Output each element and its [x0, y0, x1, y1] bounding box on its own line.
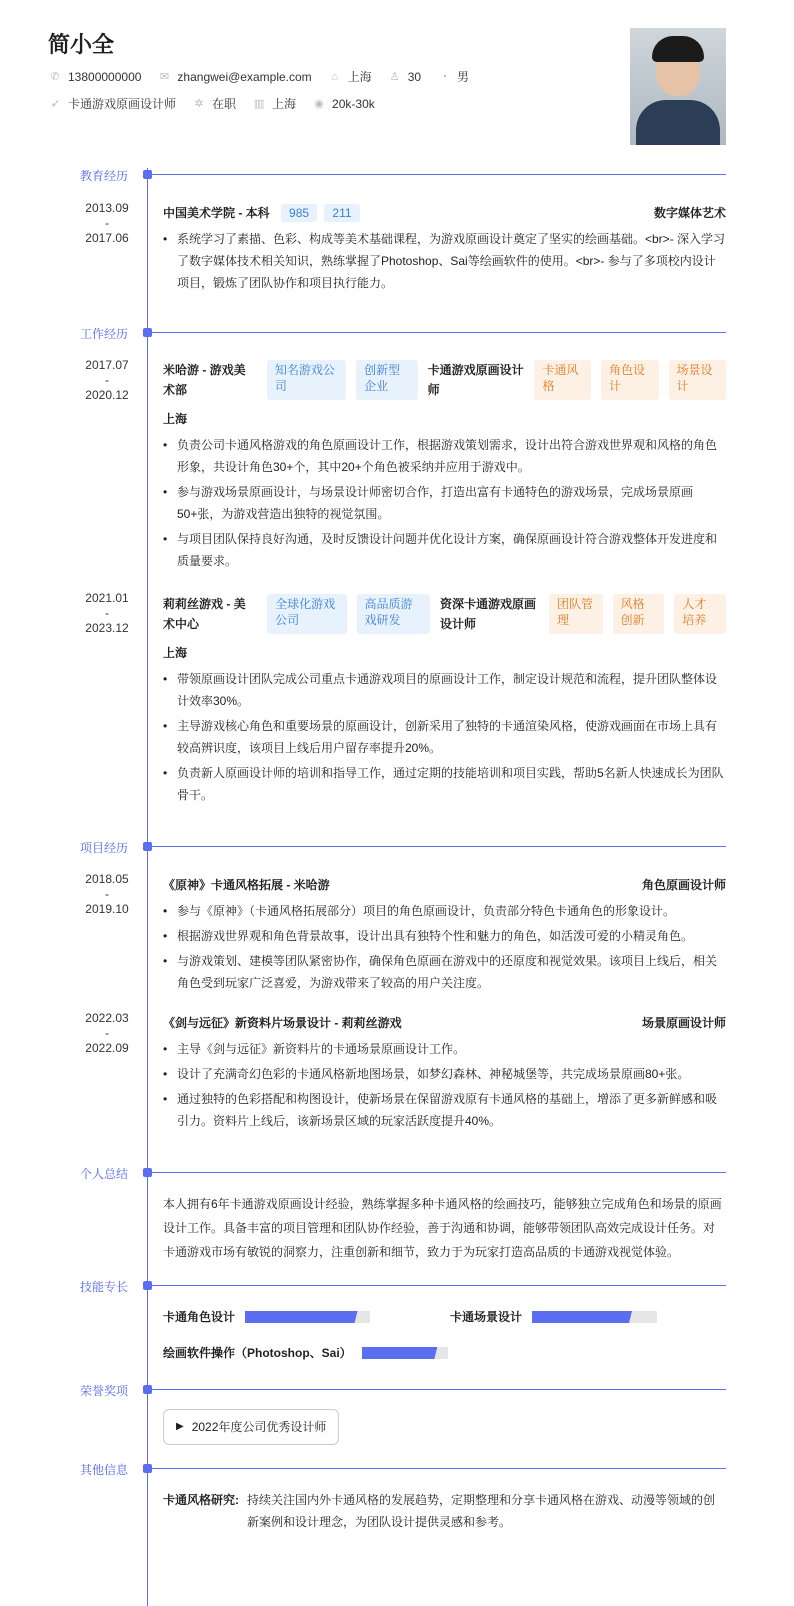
- project-date: 2022.03 - 2022.09: [72, 1011, 142, 1056]
- award-item: [163, 1409, 339, 1445]
- section-title: 荣誉奖项: [80, 1384, 129, 1398]
- section-title: 工作经历: [80, 327, 129, 341]
- text: -: [105, 216, 109, 230]
- tag: 全球化游戏公司: [267, 594, 346, 634]
- tag: 卡通风格: [534, 360, 591, 400]
- skill-level-fill: [245, 1311, 358, 1323]
- salary-icon: ◉: [314, 98, 324, 110]
- project-name: 《原神》卡通风格拓展 - 米哈游: [163, 878, 330, 892]
- education-entry: [163, 202, 726, 297]
- bullet-item: • 根据游戏世界观和角色背景故事，设计出具有独特个性和魅力的角色，如活泼可爱的小精灵角色。: [163, 925, 726, 947]
- phone-icon: ✆: [50, 71, 60, 83]
- job-intent-row: [48, 95, 385, 112]
- status-icon: ✲: [194, 98, 204, 110]
- tag: 高品质游戏研发: [357, 594, 430, 634]
- tag: 场景设计: [669, 360, 727, 400]
- other-text: 持续关注国内外卡通风格的发展趋势，定期整理和分享卡通风格在游戏、动漫等领域的创新案例和设计理念，为团队设计提供灵感和参考。: [247, 1493, 716, 1529]
- text: 2017.07: [85, 358, 129, 372]
- skill-item: [450, 1306, 657, 1328]
- project-date: 2018.05 - 2019.10: [72, 872, 142, 917]
- text: 绘画软件操作（Photoshop、Sai）: [163, 1346, 352, 1360]
- skill-item: [163, 1306, 450, 1328]
- role: 资深卡通游戏原画设计师: [439, 597, 536, 631]
- tag: 团队管理: [549, 594, 603, 634]
- play-icon: ▶: [176, 1421, 184, 1432]
- edu-date: [72, 201, 142, 246]
- work-city: 上海: [163, 412, 188, 426]
- work-date: 2017.07 - 2020.12: [72, 358, 142, 403]
- work-entry: [163, 594, 726, 809]
- age: 30: [407, 69, 422, 84]
- tag: 创新型企业: [356, 360, 417, 400]
- bullet-item: • 负责公司卡通风格游戏的角色原画设计工作，根据游戏策划需求，设计出符合游戏世界观和风格的角色形象，共设计角色30+个，其中20+个角色被采纳并应用于游戏中。: [163, 434, 726, 478]
- send-icon: ➶: [50, 98, 60, 110]
- phone: 13800000000: [68, 69, 142, 84]
- tag: 知名游戏公司: [267, 360, 346, 400]
- tag: 211: [324, 204, 359, 222]
- text: 2017.06: [85, 231, 129, 245]
- other-info: [163, 1489, 726, 1533]
- text: 2018.05: [85, 872, 129, 886]
- text: 2023.12: [85, 621, 129, 635]
- awards-list: [163, 1409, 726, 1445]
- text: 2020.12: [85, 388, 129, 402]
- skill-level-bar: [362, 1347, 448, 1359]
- tag: 角色设计: [601, 360, 659, 400]
- work-city: 上海: [163, 646, 188, 660]
- skill-level-bar: [245, 1311, 370, 1323]
- section-title: 个人总结: [80, 1167, 129, 1181]
- bullet-item: • 与项目团队保持良好沟通，及时反馈设计问题并优化设计方案，确保原画设计符合游戏整体开发进度和质量要求。: [163, 528, 726, 572]
- bullet-item: • 设计了充满奇幻色彩的卡通风格新地图场景，如梦幻森林、神秘城堡等，共完成场景原画80+张。: [163, 1063, 726, 1085]
- job-title: 卡通游戏原画设计师: [68, 97, 177, 111]
- work-date: 2021.01 - 2023.12: [72, 591, 142, 636]
- building-icon: ▥: [253, 98, 265, 110]
- gender: 男: [457, 70, 470, 84]
- project-role: 场景原画设计师: [641, 1016, 726, 1030]
- candidate-name: 简小全: [48, 32, 115, 57]
- bullet-item: • 参与游戏场景原画设计，与场景设计师密切合作，打造出富有卡通特色的游戏场景，完成场景原画50+张，为游戏营造出独特的视觉氛围。: [163, 481, 726, 525]
- tag: 人才培养: [674, 594, 726, 634]
- bullet-item: • 主导游戏核心角色和重要场景的原画设计，创新采用了独特的卡通渲染风格，使游戏画面在市场上具有较高辨识度，该项目上线后用户留存率提升20%。: [163, 715, 726, 759]
- bullet-item: • 负责新人原画设计师的培训和指导工作，通过定期的技能培训和项目实践，帮助5名新人快速成长为团队骨干。: [163, 762, 726, 806]
- project-role: 角色原画设计师: [641, 878, 726, 892]
- job-status: 在职: [212, 97, 237, 111]
- mail-icon: ✉: [159, 71, 170, 83]
- bullet-item: • 参与《原神》（卡通风格拓展部分）项目的角色原画设计，负责部分特色卡通角色的形象设计。: [163, 900, 726, 922]
- bullet-item: • 通过独特的色彩搭配和构图设计，使新场景在保留游戏原有卡通风格的基础上，增添了更多新鲜感和吸引力。资料片上线后，该新场景区域的玩家活跃度提升40%。: [163, 1088, 726, 1132]
- skill-level-fill: [362, 1347, 438, 1359]
- summary-text: 本人拥有6年卡通游戏原画设计经验，熟练掌握多种卡通风格的绘画技巧，能够独立完成角色和场景的原画设计工作。具备丰富的项目管理和团队协作经验，善于沟通和协调，能够带领团队高效完成设计任务。对卡通游戏市场有敏锐的洞察力，注重创新和细节，致力于为玩家打造高品质的卡通游戏视觉体验。: [163, 1197, 722, 1259]
- text: 2022.09: [85, 1041, 129, 1055]
- text: 卡通角色设计: [163, 1310, 236, 1324]
- bullet-item: • 主导《剑与远征》新资料片的卡通场景原画设计工作。: [163, 1038, 726, 1060]
- section-title: 教育经历: [80, 169, 129, 183]
- skills-list: [163, 1306, 726, 1364]
- bullet-item: • 带领原画设计团队完成公司重点卡通游戏项目的原画设计工作，制定设计规范和流程，提升团队整体设计效率30%。: [163, 668, 726, 712]
- project-entry: [163, 874, 726, 997]
- skill-level-bar: [532, 1311, 657, 1323]
- tag: 风格创新: [613, 594, 665, 634]
- company: 米哈游 - 游戏美术部: [163, 363, 246, 397]
- section-title: 技能专长: [80, 1280, 129, 1294]
- bullet-item: • 与游戏策划、建模等团队紧密协作，确保角色原画在游戏中的还原度和视觉效果。该项目上线后，相关角色受到玩家广泛喜爱，为游戏带来了较高的用户关注度。: [163, 950, 726, 994]
- home-icon: ⌂: [331, 70, 338, 83]
- email: zhangwei@example.com: [177, 69, 312, 84]
- text: 卡通场景设计: [450, 1310, 523, 1324]
- school: 中国美术学院 - 本科: [163, 206, 270, 220]
- age-icon: ♙: [389, 71, 400, 83]
- skill-level-fill: [532, 1311, 632, 1323]
- edu-desc: • 系统学习了素描、色彩、构成等美术基础课程，为游戏原画设计奠定了坚实的绘画基础。<br>- 深入学习了数字媒体技术相关知识，熟练掌握了Photoshop、Sai等绘画软件的使用。<br>- 参与了多项校内设计项目，锻炼了团队协作和项目执行能力。: [163, 228, 726, 294]
- skill-item: [163, 1342, 726, 1364]
- tag: 985: [281, 204, 317, 222]
- section-title: 其他信息: [80, 1463, 129, 1477]
- work-entry: [163, 360, 726, 575]
- text: 2013.09: [85, 201, 129, 215]
- company: 莉莉丝游戏 - 美术中心: [163, 597, 246, 631]
- profile-photo: [630, 28, 726, 145]
- project-name: 《剑与远征》新资料片场景设计 - 莉莉丝游戏: [163, 1016, 402, 1030]
- hometown: 上海: [347, 70, 372, 84]
- gender-icon: ◔: [440, 70, 448, 83]
- text: 2022.03: [85, 1011, 129, 1025]
- other-label: 卡通风格研究:: [163, 1493, 239, 1507]
- major: 数字媒体艺术: [653, 206, 726, 220]
- text: 2022年度公司优秀设计师: [191, 1420, 327, 1434]
- text: 2021.01: [85, 591, 129, 605]
- text: 2019.10: [85, 902, 129, 916]
- contact-row: [48, 68, 479, 85]
- target-city: 上海: [272, 97, 297, 111]
- role: 卡通游戏原画设计师: [427, 363, 524, 397]
- project-entry: [163, 1012, 726, 1135]
- section-title: 项目经历: [80, 841, 129, 855]
- salary: 20k-30k: [332, 96, 375, 111]
